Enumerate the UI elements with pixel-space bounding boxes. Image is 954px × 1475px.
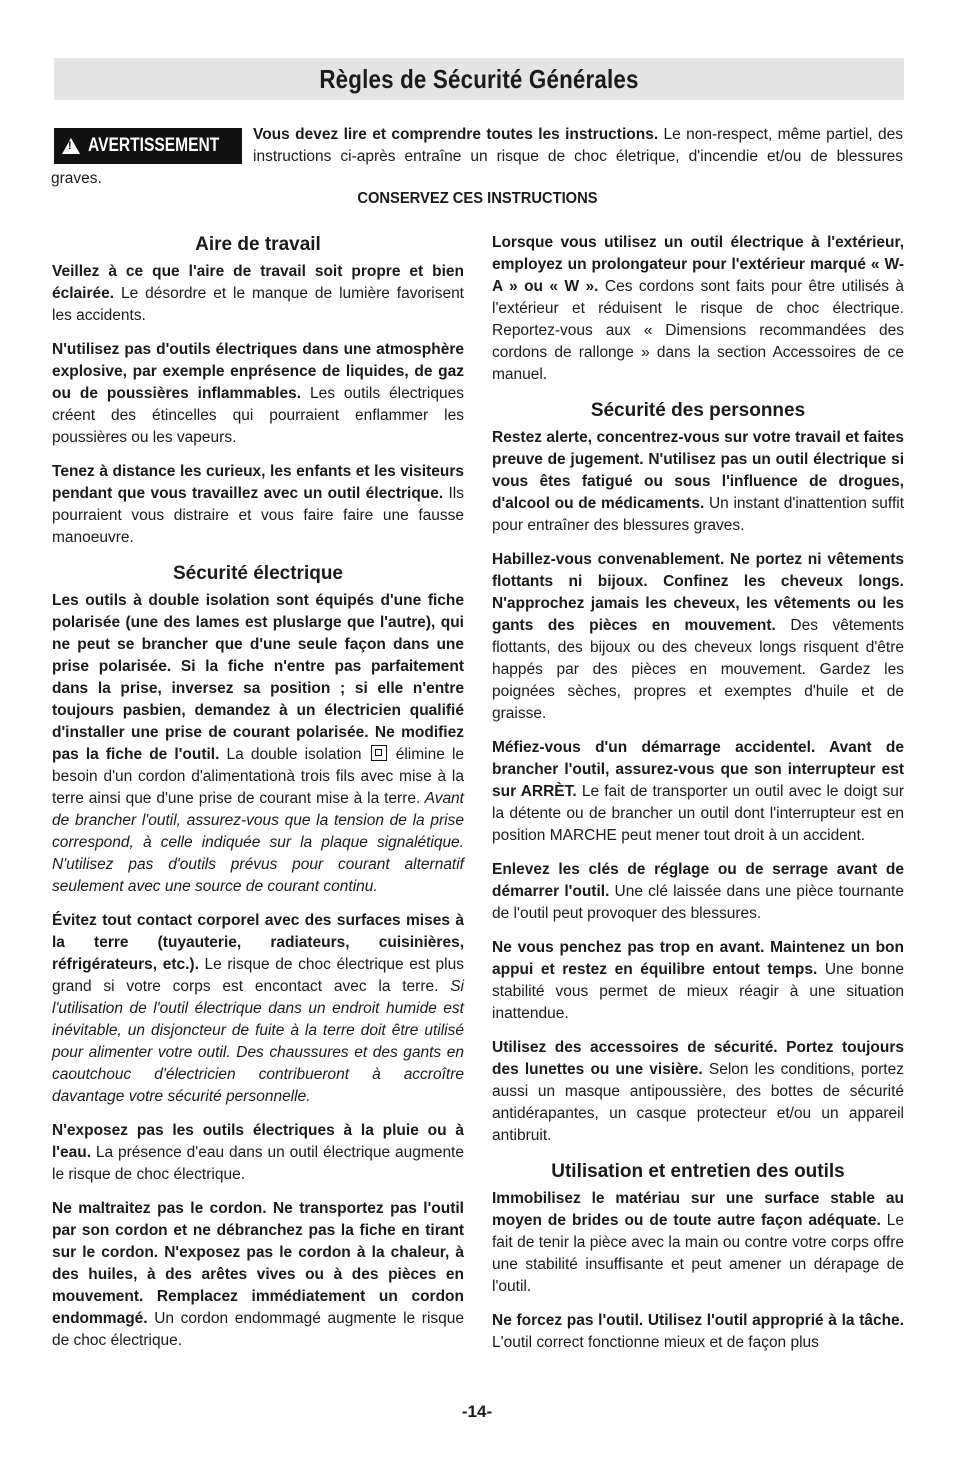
bold-text: Habillez-vous convenablement. Ne portez ni vêtements flottants ni bijoux. Confinez les cheveux longs. N'approchez jamais les cheveux, les vêtements ou les gants des pièces en mouvement. [492,551,904,634]
title-bar [54,58,904,100]
warning-bold-text: Vous devez lire et comprendre toutes les instructions. [253,126,659,143]
bold-text: N'utilisez pas d'outils électriques dans une atmosphère explosive, par exemple enprésence de liquides, de gaz ou de poussières inflammables. [52,341,464,402]
bold-text: Immobilisez le matériau sur une surface stable au moyen de brides ou de toute autre façon adéquate. [492,1190,904,1229]
bold-text: Utilisez des accessoires de sécurité. Portez toujours des lunettes ou une visière. [492,1039,904,1078]
paragraph [52,261,464,327]
bold-text: N'exposez pas les outils électriques à la pluie ou à l'eau. [52,1122,464,1161]
paragraph [52,1120,464,1186]
body-text: Un cordon endommagé augmente le risque de choc électrique. [52,1310,464,1349]
italic-text: Si l'utilisation de l'outil électrique dans un endroit humide est inévitable, un disjoncteur de fuite à la terre doit être utilisé pour alimenter votre outil. Des chaussures et des gants en caoutchouc d'électricien contribueront à accroître davantage votre sécurité personnelle. [52,978,464,1105]
body-text: Le fait de transporter un outil avec le doigt sur la détente ou de brancher un outil dont l'interrupteur est en position MARCHE peut mener tout droit à un accident. [492,783,905,844]
body-text: Ces cordons sont faits pour être utilisés à l'extérieur et réduisent le risque de choc électrique. Reportez-vous aux « Dimensions recommandées des cordons de rallonge » dans la section Accessoires de ce manuel. [492,278,904,383]
paragraph [492,1037,904,1147]
heading-utilisation-entretien: Utilisation et entretien des outils [551,1161,845,1182]
paragraph [492,427,904,537]
conserve-instructions [0,188,954,210]
bold-text: Restez alerte, concentrez-vous sur votre travail et faites preuve de jugement. N'utilisez pas un outil électrique si vous êtes fatigué ou sous l'influence de drogues, d'alcool ou de médicaments. [492,429,904,512]
left-column [52,232,464,1364]
body-text: Un instant d'inattention suffit pour entraîner des blessures graves. [492,495,904,534]
paragraph [52,910,464,1108]
body-text: L'outil correct fonctionne mieux et de façon plus [492,1334,819,1351]
paragraph [52,339,464,449]
body-text: Une bonne stabilité vous permet de mieux réagir à une situation inattendue. [492,961,905,1022]
warning-text: Le non-respect, même partiel, des instructions ci-après entraîne un risque de choc életrique, d'incendie et/ou de blessures graves. [51,126,903,187]
body-text: Le désordre et le manque de lumière favorisent les accidents. [52,285,464,324]
heading-securite-electrique: Sécurité électrique [172,563,344,584]
warning-triangle-icon [62,138,80,154]
paragraph [492,737,904,847]
paragraph [52,461,464,549]
bold-text: Évitez tout contact corporel avec des surfaces mises à la terre (tuyauterie, radiateurs, cuisinières, réfrigérateurs, etc.). [52,912,464,973]
paragraph [492,1310,904,1354]
body-text: La double isolation [219,746,362,763]
bold-text: Méfiez-vous d'un démarrage accidentel. Avant de brancher l'outil, assurez-vous que son interrupteur est sur ARRÈT. [492,739,904,800]
bold-text: Tenez à distance les curieux, les enfants et les visiteurs pendant que vous travaillez avec un outil électrique. [52,463,464,502]
page-title: Règles de Sécurité Générales [319,64,639,94]
bold-text: Ne vous penchez pas trop en avant. Maintenez un bon appui et restez en équilibre entout temps. [492,939,904,978]
paragraph [492,937,904,1025]
body-text: Le fait de tenir la pièce avec la main ou contre votre corps offre une stabilité insuffisante et peut amener un dérapage de l'outil. [492,1212,904,1295]
bold-text: Enlevez les clés de réglage ou de serrage avant de démarrer l'outil. [492,861,904,900]
body-text: élimine le besoin d'un cordon d'alimentationà trois fils avec mise à la terre ainsi que d'une prise de courant mise à la terre. [52,746,465,807]
body-text: Le risque de choc électrique est plus grand si votre corps est encontact avec la terre. [52,956,464,995]
heading-securite-des-personnes: Sécurité des personnes [590,400,806,421]
italic-text: Avant de brancher l'outil, assurez-vous que la tension de la prise correspond, à celle indiquée sur la plaque signalétique. N'utilisez pas d'outils prévus pour courant alternatif seulement avec une source de courant continu. [52,790,464,895]
body-text: Une clé laissée dans une pièce tournante de l'outil peut provoquer des blessures. [492,883,904,922]
conserve-text: CONSERVEZ CES INSTRUCTIONS [356,190,598,207]
paragraph [52,1198,464,1352]
bold-text: Lorsque vous utilisez un outil électrique à l'extérieur, employez un prolongateur pour l'extérieur marqué « W-A » ou « W ». [492,234,904,295]
paragraph [492,232,904,386]
body-text: Les outils électriques créent des étincelles qui pourraient enflammer les poussières ou les vapeurs. [52,385,464,446]
warning-label: AVERTISSEMENT [88,135,220,156]
right-column [492,232,904,1366]
bold-text: Ne forcez pas l'outil. Utilisez l'outil approprié à la tâche. [492,1312,904,1329]
warning-badge [54,128,242,164]
page-number: -14- [461,1402,493,1421]
body-text: Des vêtements flottants, des bijoux ou des cheveux longs risquent d'être happés par des pièces en mouvement. Gardez les poignées sèches, propres et exemptes d'huile et de graisse. [492,617,904,722]
paragraph [492,549,904,725]
body-text: Ils pourraient vous distraire et vous faire faire une fausse manoeuvre. [52,485,464,546]
paragraph [492,859,904,925]
body-text: La présence d'eau dans un outil électrique augmente le risque de choc électrique. [52,1144,464,1183]
paragraph [52,590,464,898]
heading-aire-de-travail: Aire de travail [195,234,321,255]
bold-text: Veillez à ce que l'aire de travail soit propre et bien éclairée. [52,263,464,302]
paragraph [492,1188,904,1298]
double-insulation-icon [371,745,387,761]
bold-text: Ne maltraitez pas le cordon. Ne transportez pas l'outil par son cordon et ne débranchez pas la fiche en tirant sur le cordon. N'exposez pas le cordon à la chaleur, à des huiles, à des arêtes vives ou à des pièces en mouvement. Remplacez immédiatement un cordon endommagé. [52,1200,464,1327]
body-text: Selon les conditions, portez aussi un masque antipoussière, des bottes de sécurité antidérapantes, un casque protecteur et/ou un appareil antibruit. [492,1061,904,1144]
bold-text: Les outils à double isolation sont équipés d'une fiche polarisée (une des lames est pluslarge que l'autre), qui ne peut se brancher que d'une seule façon dans une prise polarisée. Si la fiche n'entre pas parfaitement dans la prise, inversez sa position ; si elle n'entre toujours pasbien, demandez à un électricien qualifié d'installer une prise de courant polarisée. Ne modifiez pas la fiche de l'outil. [52,592,464,763]
